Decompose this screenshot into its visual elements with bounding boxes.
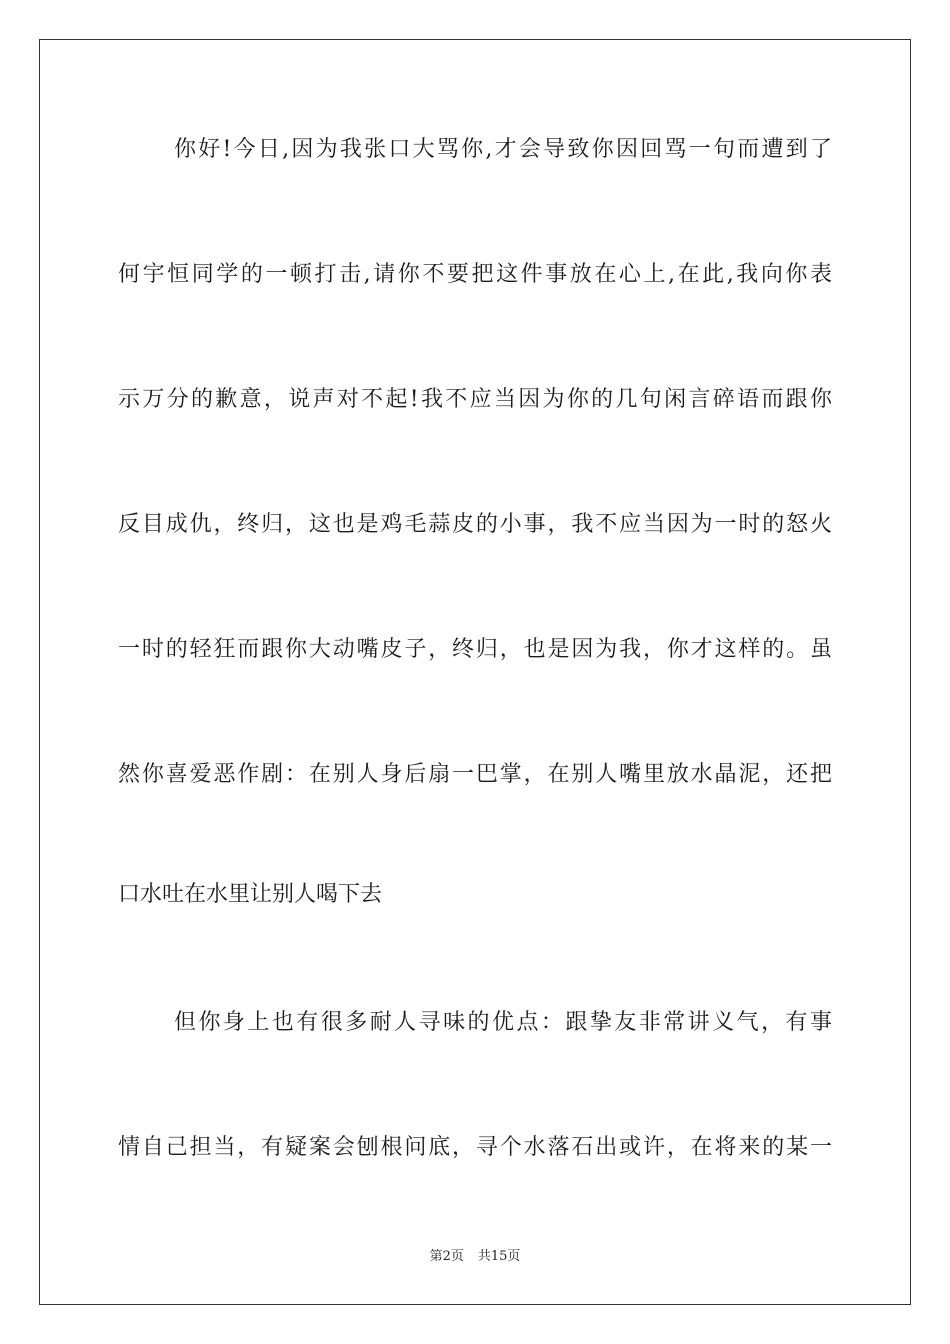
paragraph-1-line-2: 何宇恒同学的一顿打击,请你不要把这件事放在心上,在此,我向你表: [118, 262, 832, 287]
paragraph-2-line-2: 情自己担当，有疑案会刨根问底，寻个水落石出或许，在将来的某一: [118, 1135, 832, 1160]
page-total: 共15页: [477, 1249, 521, 1264]
paragraph-1-line-6: 然你喜爱恶作剧：在别人身后扇一巴掌，在别人嘴里放水晶泥，还把: [118, 762, 832, 787]
paragraph-2-line-1: 但你身上也有很多耐人寻味的优点：跟挚友非常讲义气，有事: [174, 1010, 832, 1035]
paragraph-1-line-1: 你好!今日,因为我张口大骂你,才会导致你因回骂一句而遭到了: [174, 137, 832, 162]
paragraph-1-line-5: 一时的轻狂而跟你大动嘴皮子，终归，也是因为我，你才这样的。虽: [118, 637, 832, 662]
page-number: 第2页: [429, 1249, 464, 1264]
paragraph-1-line-7: 口水吐在水里让别人喝下去: [118, 882, 383, 907]
page-border: [39, 39, 911, 1305]
page-footer: [0, 1245, 950, 1264]
paragraph-1-line-4: 反目成仇，终归，这也是鸡毛蒜皮的小事，我不应当因为一时的怒火: [118, 512, 832, 537]
paragraph-1-line-3: 示万分的歉意，说声对不起!我不应当因为你的几句闲言碎语而跟你: [118, 387, 832, 412]
